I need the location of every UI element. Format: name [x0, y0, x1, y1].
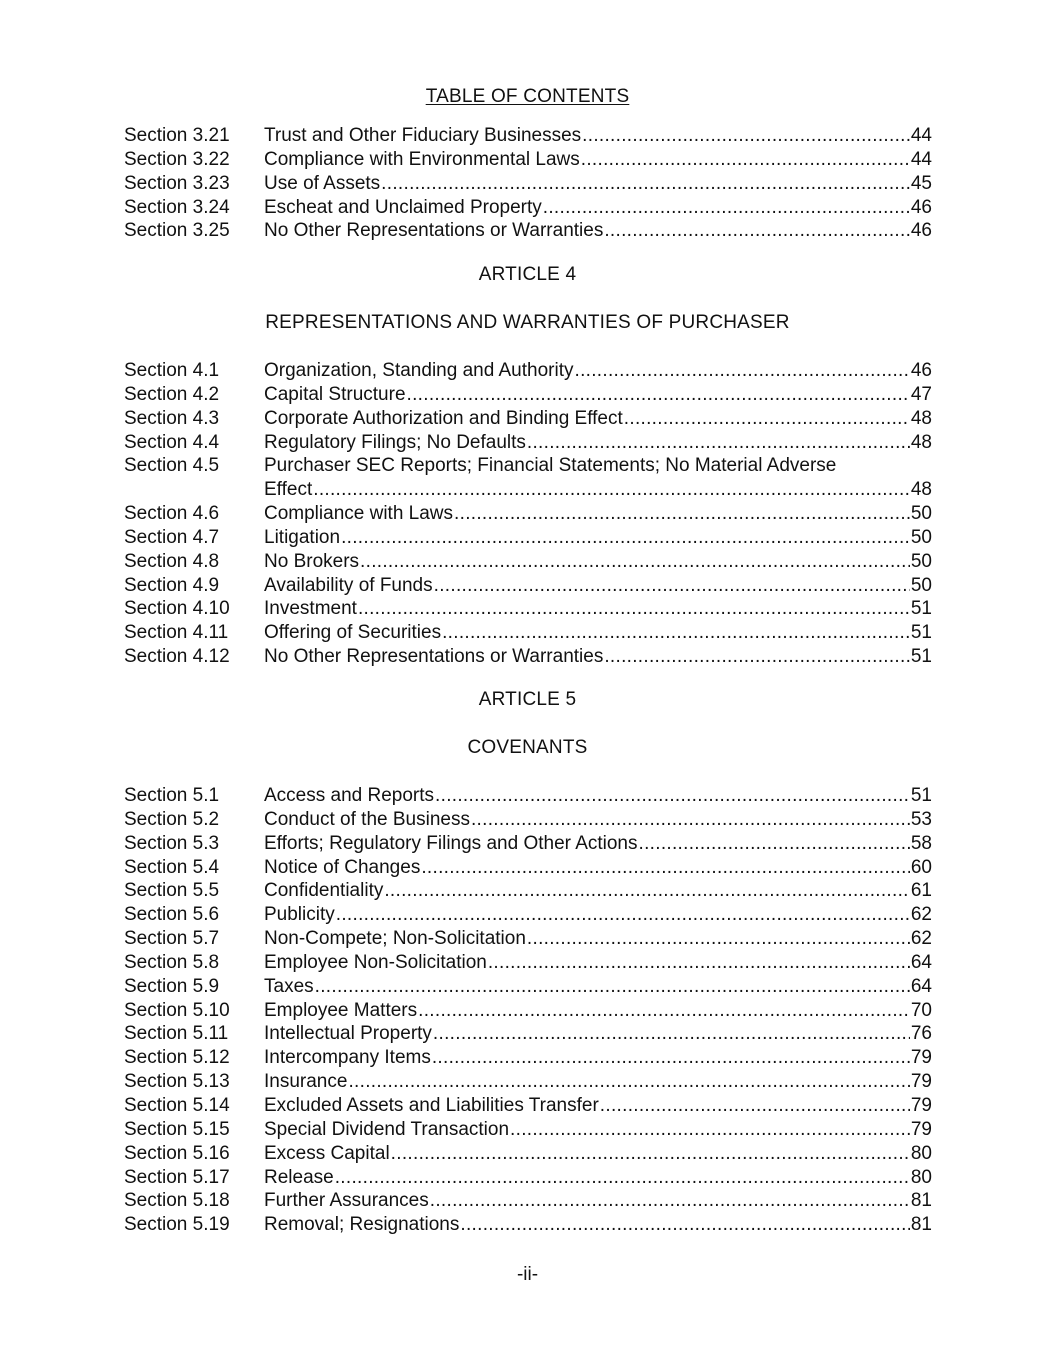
section-number: Section 5.17 — [124, 1166, 230, 1188]
dot-leader — [600, 1094, 910, 1118]
section-number: Section 3.21 — [124, 125, 230, 146]
dot-leader — [442, 621, 910, 645]
section-number: Section 4.11 — [124, 622, 229, 644]
section-number: Section 3.23 — [124, 172, 230, 194]
page-number: 58 — [910, 832, 932, 854]
page-number: 61 — [910, 880, 932, 902]
section-title: Corporate Authorization and Binding Effect — [264, 407, 623, 429]
section-title: Efforts; Regulatory Filings and Other Actions — [264, 832, 638, 854]
dot-leader — [581, 148, 910, 172]
page-number: 50 — [910, 503, 932, 525]
section-title: Non-Compete; Non-Solicitation — [264, 928, 526, 950]
page-number: 50 — [910, 574, 932, 596]
section-title: Special Dividend Transaction — [264, 1118, 510, 1140]
section-number: Section 5.12 — [124, 1047, 230, 1069]
section-title: Intercompany Items — [264, 1047, 431, 1069]
section-title: Removal; Resignations — [264, 1214, 460, 1236]
section-title: Litigation — [264, 526, 341, 548]
dot-leader — [313, 478, 910, 502]
page-number: 81 — [910, 1214, 932, 1236]
page-number: 44 — [910, 148, 932, 170]
section-number: Section 4.5 — [124, 455, 220, 477]
toc-entry[interactable] — [124, 1022, 932, 1046]
section-number: Section 5.15 — [124, 1118, 230, 1140]
section-title: Capital Structure — [264, 383, 406, 405]
toc-entry[interactable] — [124, 621, 932, 645]
toc-entry[interactable] — [124, 124, 932, 148]
page-number: 44 — [910, 125, 932, 146]
page-number: 46 — [910, 360, 932, 381]
dot-leader — [604, 219, 910, 243]
toc-group-article5 — [124, 784, 932, 1237]
section-title: Trust and Other Fiduciary Businesses — [264, 125, 582, 146]
page-number: 48 — [910, 431, 932, 453]
page-number: 62 — [910, 904, 932, 926]
section-title: Notice of Changes — [264, 856, 421, 878]
dot-leader — [430, 1189, 910, 1213]
article-5-label: ARTICLE 5 — [478, 689, 577, 710]
dot-leader — [421, 856, 910, 880]
toc-entry[interactable] — [124, 1142, 932, 1166]
toc-entry[interactable] — [124, 999, 932, 1023]
dot-leader — [341, 526, 910, 550]
section-title: Compliance with Environmental Laws — [264, 148, 580, 170]
dot-leader — [510, 1118, 910, 1142]
toc-entry[interactable] — [124, 219, 932, 243]
dot-leader — [360, 550, 910, 574]
page-number: 51 — [910, 785, 932, 806]
page-number: 76 — [910, 1023, 932, 1045]
dot-leader — [335, 1166, 910, 1190]
dot-leader — [381, 172, 910, 196]
dot-leader — [471, 808, 910, 832]
section-title: Excluded Assets and Liabilities Transfer — [264, 1094, 599, 1116]
article-4-heading: REPRESENTATIONS AND WARRANTIES OF PURCHASER — [265, 312, 790, 333]
page-number: 80 — [910, 1142, 932, 1164]
toc-entry[interactable] — [124, 832, 932, 856]
toc-entry[interactable] — [124, 856, 932, 880]
section-number: Section 5.13 — [124, 1071, 230, 1093]
section-number: Section 4.9 — [124, 574, 220, 596]
section-number: Section 5.5 — [124, 880, 220, 902]
section-title: Employee Non-Solicitation — [264, 951, 487, 973]
dot-leader — [432, 1046, 910, 1070]
section-number: Section 4.4 — [124, 431, 220, 453]
toc-entry[interactable] — [124, 1213, 932, 1237]
section-title: Organization, Standing and Authority — [264, 360, 574, 381]
section-number: Section 5.1 — [124, 785, 220, 806]
dot-leader — [348, 1070, 909, 1094]
section-number: Section 5.7 — [124, 928, 220, 950]
toc-entry[interactable] — [124, 1166, 932, 1190]
dot-leader — [391, 1142, 910, 1166]
section-title: Compliance with Laws — [264, 503, 454, 525]
dot-leader — [574, 359, 909, 383]
toc-entry[interactable] — [124, 359, 932, 383]
toc-entry[interactable] — [124, 383, 932, 407]
page-number: 50 — [910, 526, 932, 548]
section-number: Section 5.4 — [124, 856, 220, 878]
toc-entry[interactable] — [124, 903, 932, 927]
section-title: Offering of Securities — [264, 622, 442, 644]
section-number: Section 5.19 — [124, 1214, 230, 1236]
section-number: Section 3.25 — [124, 220, 230, 242]
section-number: Section 4.10 — [124, 598, 230, 620]
dot-leader — [454, 502, 910, 526]
dot-leader — [527, 927, 910, 951]
dot-leader — [543, 196, 910, 220]
page-number: 80 — [910, 1166, 932, 1188]
page-number: 46 — [910, 196, 932, 218]
section-number: Section 5.2 — [124, 808, 220, 830]
dot-leader — [435, 784, 910, 808]
section-title: No Other Representations or Warranties — [264, 220, 604, 242]
dot-leader — [582, 124, 910, 148]
section-title: Use of Assets — [264, 172, 381, 194]
article-5-heading: COVENANTS — [467, 737, 588, 758]
page-number: 79 — [910, 1047, 932, 1069]
toc-entry[interactable] — [124, 645, 932, 669]
page-number: 70 — [910, 999, 932, 1021]
section-title: Taxes — [264, 975, 314, 997]
section-title: Investment — [264, 598, 357, 620]
toc-entry[interactable] — [124, 808, 932, 832]
toc-group-article3 — [124, 124, 932, 243]
section-title: Conduct of the Business — [264, 808, 470, 830]
toc-entry[interactable] — [124, 431, 932, 455]
dot-leader — [434, 574, 910, 598]
section-number: Section 3.24 — [124, 196, 230, 218]
section-title: Excess Capital — [264, 1142, 390, 1164]
page-number: 51 — [910, 646, 932, 668]
section-number: Section 5.6 — [124, 904, 220, 926]
page-number: 62 — [910, 928, 932, 950]
page-number: 53 — [910, 808, 932, 830]
section-number: Section 5.3 — [124, 832, 220, 854]
section-number: Section 5.10 — [124, 999, 230, 1021]
toc-entry[interactable] — [124, 1046, 932, 1070]
dot-leader — [407, 383, 910, 407]
section-title: Access and Reports — [264, 785, 435, 806]
section-number: Section 4.7 — [124, 526, 220, 548]
section-title: Insurance — [264, 1071, 348, 1093]
toc-entry[interactable] — [124, 502, 932, 526]
section-number: Section 3.22 — [124, 148, 230, 170]
dot-leader — [460, 1213, 909, 1237]
page-number: 51 — [910, 622, 932, 644]
toc-entry[interactable] — [124, 148, 932, 172]
page-number: 45 — [910, 172, 932, 194]
toc-entry[interactable] — [124, 1094, 932, 1118]
toc-entry[interactable] — [124, 550, 932, 574]
page-number: 50 — [910, 550, 932, 572]
dot-leader — [624, 407, 910, 431]
section-title: Availability of Funds — [264, 574, 433, 596]
page-number: 51 — [910, 598, 932, 620]
section-title: No Other Representations or Warranties — [264, 646, 604, 668]
dot-leader — [604, 645, 910, 669]
page-number: 64 — [910, 975, 932, 997]
toc-entry[interactable] — [124, 784, 932, 808]
toc-entry[interactable] — [124, 927, 932, 951]
dot-leader — [488, 951, 910, 975]
dot-leader — [315, 975, 910, 999]
page-number: 64 — [910, 951, 932, 973]
section-number: Section 4.6 — [124, 503, 220, 525]
dot-leader — [418, 999, 910, 1023]
section-number: Section 5.14 — [124, 1094, 230, 1116]
toc-entry[interactable] — [124, 407, 932, 431]
page-number: 48 — [910, 407, 932, 429]
page-footer-number: -ii- — [516, 1264, 539, 1285]
section-title: Publicity — [264, 904, 335, 926]
toc-entry[interactable] — [124, 597, 932, 621]
toc-entry[interactable] — [124, 1070, 932, 1094]
section-title: No Brokers — [264, 550, 360, 572]
toc-entry[interactable] — [124, 1118, 932, 1142]
section-number: Section 5.11 — [124, 1023, 229, 1045]
dot-leader — [384, 879, 910, 903]
section-title: Escheat and Unclaimed Property — [264, 196, 542, 218]
section-number: Section 4.1 — [124, 360, 220, 381]
toc-entry[interactable] — [124, 172, 932, 196]
page-number: 79 — [910, 1094, 932, 1116]
toc-group-article4 — [124, 359, 932, 669]
page-title: TABLE OF CONTENTS — [425, 86, 630, 107]
toc-entry[interactable] — [124, 454, 932, 502]
toc-entry[interactable] — [124, 879, 932, 903]
toc-entry[interactable] — [124, 951, 932, 975]
section-number: Section 4.3 — [124, 407, 220, 429]
article-4-label: ARTICLE 4 — [478, 264, 577, 285]
dot-leader — [336, 903, 910, 927]
section-number: Section 4.2 — [124, 383, 220, 405]
page-number: 81 — [910, 1190, 932, 1212]
section-number: Section 5.8 — [124, 951, 220, 973]
dot-leader — [527, 431, 910, 455]
section-number: Section 5.16 — [124, 1142, 230, 1164]
section-title: Regulatory Filings; No Defaults — [264, 431, 526, 453]
toc-entry[interactable] — [124, 526, 932, 550]
toc-entry[interactable] — [124, 196, 932, 220]
section-number: Section 4.8 — [124, 550, 220, 572]
section-title: Further Assurances — [264, 1190, 429, 1212]
section-title: Confidentiality — [264, 880, 384, 902]
section-title: Release — [264, 1166, 334, 1188]
page-number: 79 — [910, 1118, 932, 1140]
section-title: Employee Matters — [264, 999, 418, 1021]
section-number: Section 5.18 — [124, 1190, 230, 1212]
page-number: 46 — [910, 220, 932, 242]
section-number: Section 4.12 — [124, 646, 230, 668]
toc-entry[interactable] — [124, 975, 932, 999]
section-title-line2: Effect — [264, 479, 313, 501]
section-title: Intellectual Property — [264, 1023, 432, 1045]
dot-leader — [433, 1022, 910, 1046]
dot-leader — [358, 597, 910, 621]
toc-entry[interactable] — [124, 1189, 932, 1213]
page-number: 60 — [910, 856, 932, 878]
dot-leader — [639, 832, 910, 856]
toc-entry[interactable] — [124, 574, 932, 598]
page-number: 47 — [910, 383, 932, 405]
section-number: Section 5.9 — [124, 975, 220, 997]
page-number: 79 — [910, 1071, 932, 1093]
page-number: 48 — [910, 479, 932, 501]
section-title-line1: Purchaser SEC Reports; Financial Statements; No Material Adverse — [264, 455, 837, 477]
